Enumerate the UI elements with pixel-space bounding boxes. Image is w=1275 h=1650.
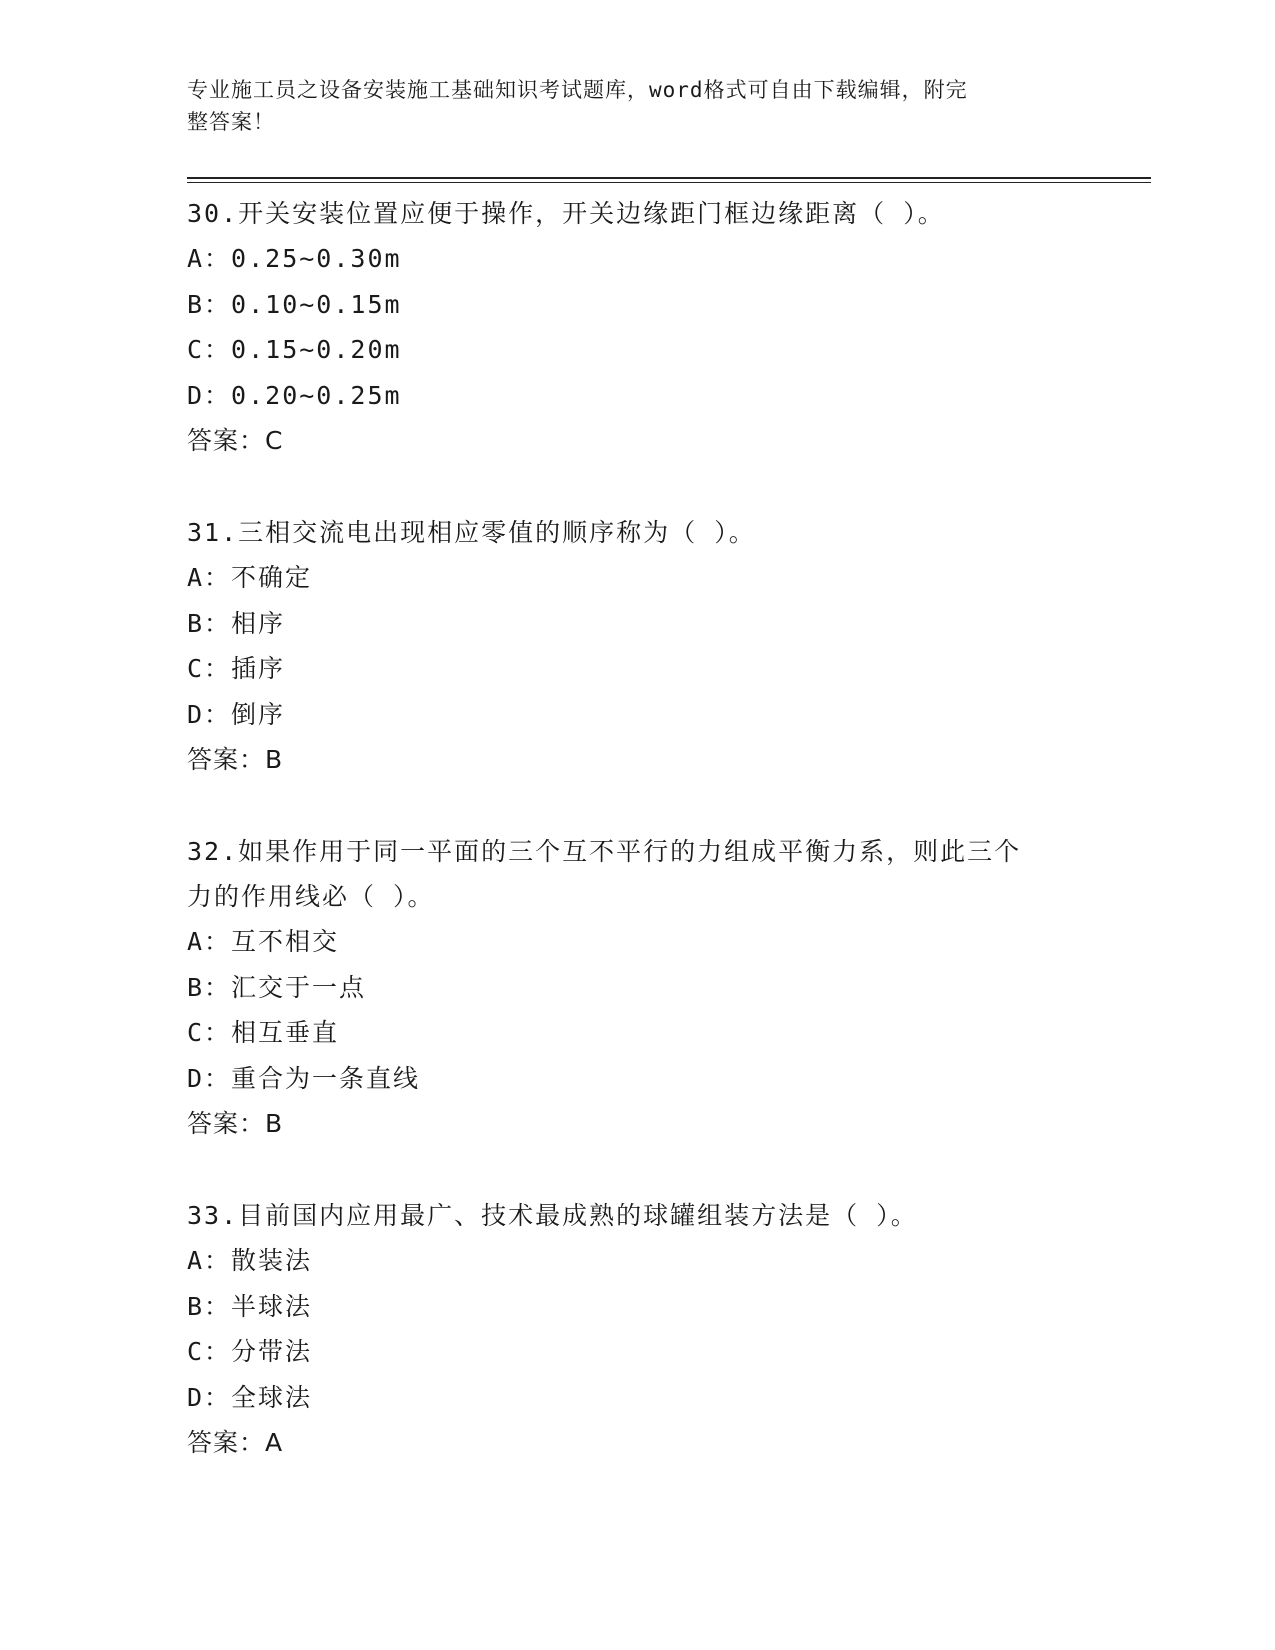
document-header xyxy=(187,74,1067,138)
answer-line: 答案：A xyxy=(187,1428,284,1457)
option-a: A：散装法 xyxy=(187,1246,313,1275)
question-stem-line-1: 32.如果作用于同一平面的三个互不平行的力组成平衡力系，则此三个 xyxy=(187,837,1022,866)
option-d: D：倒序 xyxy=(187,699,286,729)
question-31 xyxy=(187,510,1087,783)
option-d: D：全球法 xyxy=(187,1382,313,1412)
option-c: C：插序 xyxy=(187,654,286,683)
option-c: C：0.15~0.20m xyxy=(187,335,402,364)
option-d: D：重合为一条直线 xyxy=(187,1063,421,1093)
header-divider-thin xyxy=(187,182,1151,183)
option-b: B：相序 xyxy=(187,608,286,638)
answer-line: 答案：C xyxy=(187,426,284,455)
question-32 xyxy=(187,829,1087,1147)
option-a: A：互不相交 xyxy=(187,927,340,956)
question-stem-line-2: 力的作用线必（ ）。 xyxy=(187,882,435,911)
option-a: A：0.25~0.30m xyxy=(187,244,402,273)
option-b: B：半球法 xyxy=(187,1291,313,1321)
option-a: A：不确定 xyxy=(187,563,313,592)
header-line-2: 整答案！ xyxy=(187,110,275,134)
header-divider-thick xyxy=(187,177,1151,179)
question-33 xyxy=(187,1193,1087,1466)
question-list xyxy=(187,191,1087,1512)
option-c: C：分带法 xyxy=(187,1337,313,1366)
option-b: B：汇交于一点 xyxy=(187,972,367,1002)
option-b: B：0.10~0.15m xyxy=(187,289,402,319)
option-c: C：相互垂直 xyxy=(187,1018,340,1047)
answer-line: 答案：B xyxy=(187,1109,284,1138)
question-stem: 30.开关安装位置应便于操作，开关边缘距门框边缘距离（ ）。 xyxy=(187,199,945,228)
question-stem: 33.目前国内应用最广、技术最成熟的球罐组装方法是（ ）。 xyxy=(187,1201,918,1230)
option-d: D：0.20~0.25m xyxy=(187,380,402,410)
question-stem: 31.三相交流电出现相应零值的顺序称为（ ）。 xyxy=(187,518,756,547)
question-30 xyxy=(187,191,1087,464)
answer-line: 答案：B xyxy=(187,745,284,774)
header-line-1: 专业施工员之设备安装施工基础知识考试题库，word格式可自由下载编辑，附完 xyxy=(187,78,968,102)
